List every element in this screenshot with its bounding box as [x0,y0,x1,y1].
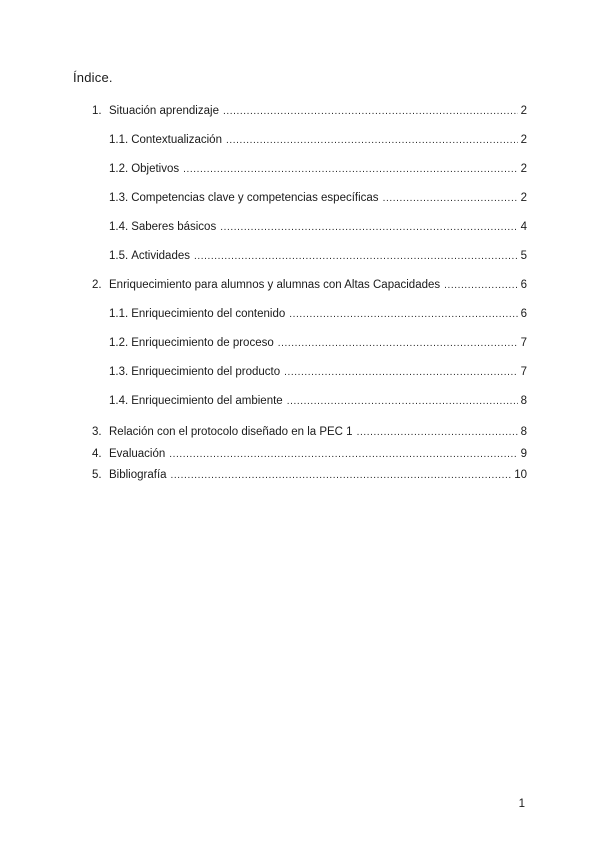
toc-entry-page: 5 [520,250,527,262]
toc-entry-page: 4 [520,221,527,233]
page-number: 1 [518,798,525,810]
toc-entry-page: 8 [520,426,527,438]
toc-entry-title: Bibliografía [109,469,167,481]
toc-entry-objetivos[interactable] [109,161,527,177]
toc-entry-title: Evaluación [109,448,166,460]
toc-entry-title: Objetivos [131,163,180,175]
toc-dot-leader [169,447,517,463]
toc-dot-leader [194,249,518,265]
toc-dot-leader [183,162,517,178]
toc-entry-title: Contextualización [131,134,222,146]
toc-entry-page: 2 [520,163,527,175]
toc-entry-title: Enriquecimiento del contenido [131,308,286,320]
toc-entry-title: Competencias clave y competencias específicas [131,192,379,204]
toc-entry-enriquecimiento-producto[interactable] [109,364,527,380]
toc-entry-enriquecimiento-ambiente[interactable] [109,393,527,409]
toc-entry-page: 7 [520,337,527,349]
toc-entry-number: 1.2. [109,163,129,175]
toc-dot-leader [444,278,517,294]
toc-entry-number: 1.1. [109,308,129,320]
toc-dot-leader [226,133,518,149]
toc-entry-page: 6 [520,279,527,291]
toc-entry-number: 1.2. [109,337,129,349]
toc-entry-page: 10 [514,469,527,481]
toc-entry-number: 1.5. [109,250,129,262]
toc-entry-situacion-aprendizaje[interactable] [92,103,527,119]
toc-entry-page: 6 [520,308,527,320]
toc-dot-leader [287,394,518,410]
toc-entry-enriquecimiento-contenido[interactable] [109,306,527,322]
toc-entry-actividades[interactable] [109,248,527,264]
toc-entry-enriquecimiento[interactable] [92,277,527,293]
toc-entry-number: 3. [92,426,102,438]
toc-entry-number: 4. [92,448,102,460]
toc-entry-title: Situación aprendizaje [109,105,219,117]
toc-entry-title: Saberes básicos [131,221,217,233]
toc-entry-number: 5. [92,469,102,481]
toc-entry-page: 9 [520,448,527,460]
toc-entry-number: 1.3. [109,366,129,378]
toc-entry-contextualizacion[interactable] [109,132,527,148]
toc-entry-title: Enriquecimiento del ambiente [131,395,283,407]
toc-dot-leader [284,365,517,381]
toc-entry-title: Enriquecimiento de proceso [131,337,274,349]
toc-dot-leader [383,191,518,207]
toc-entry-evaluacion[interactable] [92,446,527,462]
toc-heading: Índice. [73,70,113,85]
toc-entry-relacion-protocolo[interactable] [92,424,527,440]
toc-entry-number: 1.3. [109,192,129,204]
toc-entry-page: 2 [520,105,527,117]
toc-entry-competencias[interactable] [109,190,527,206]
toc-entry-bibliografia[interactable] [92,467,527,483]
toc-entry-number: 1.4. [109,395,129,407]
toc-entry-title: Enriquecimiento para alumnos y alumnas con Altas Capacidades [109,279,441,291]
toc-dot-leader [220,220,517,236]
toc-entry-number: 1. [92,105,102,117]
toc-entry-number: 1.4. [109,221,129,233]
toc-entry-page: 7 [520,366,527,378]
toc-entry-saberes-basicos[interactable] [109,219,527,235]
toc-entry-title: Enriquecimiento del producto [131,366,281,378]
toc-dot-leader [289,307,517,323]
toc-entry-enriquecimiento-proceso[interactable] [109,335,527,351]
toc-dot-leader [171,468,512,484]
toc-dot-leader [223,104,518,120]
toc-entry-number: 1.1. [109,134,129,146]
toc-entry-page: 8 [520,395,527,407]
toc-entry-page: 2 [520,192,527,204]
toc-dot-leader [278,336,518,352]
toc-entry-title: Relación con el protocolo diseñado en la PEC 1 [109,426,353,438]
toc-entry-number: 2. [92,279,102,291]
toc-entry-page: 2 [520,134,527,146]
toc-dot-leader [357,425,518,441]
toc-entry-title: Actividades [131,250,190,262]
